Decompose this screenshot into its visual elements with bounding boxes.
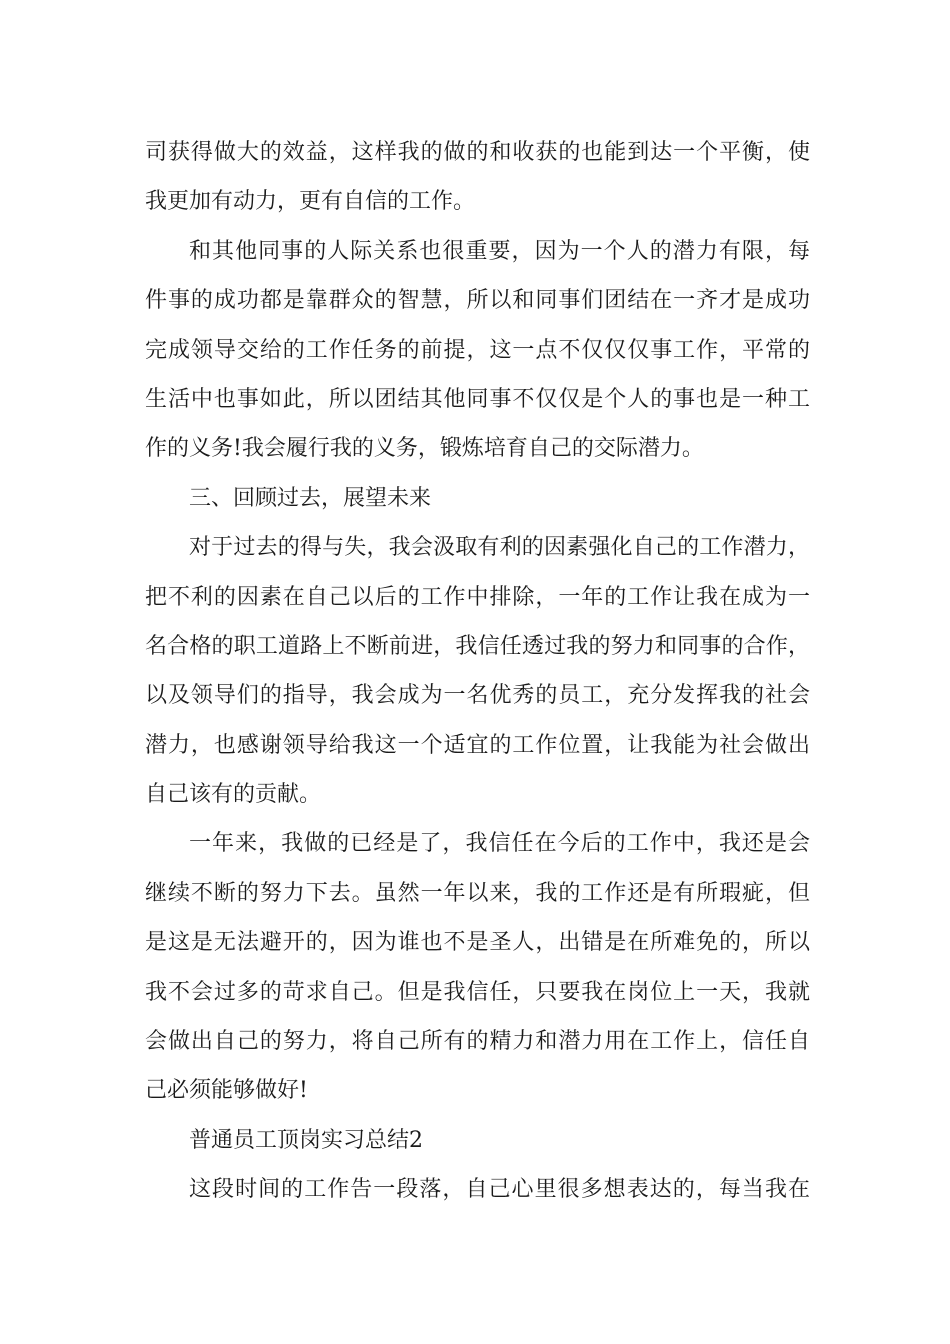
text-line: 司获得做大的效益，这样我的做的和收获的也能到达一个平衡，使 (145, 140, 810, 165)
section-heading: 普通员工顶岗实习总结2 (189, 1127, 423, 1153)
text-line: 生活中也事如此，所以团结其他同事不仅仅是个人的事也是一种工 (145, 386, 810, 412)
text-line: 我更加有动力，更有自信的工作。 (145, 189, 476, 215)
paragraph-start-line: 一年来，我做的已经是了，我信任在今后的工作中，我还是会 (189, 831, 810, 857)
document-body (145, 128, 810, 1215)
paragraph-start-line: 这段时间的工作告一段落，自己心里很多想表达的，每当我在 (189, 1177, 810, 1203)
text-line: 完成领导交给的工作任务的前提，这一点不仅仅仅事工作，平常的 (145, 337, 810, 363)
text-line: 会做出自己的努力，将自己所有的精力和潜力用在工作上，信任自 (145, 1029, 810, 1055)
text-line: 潜力，也感谢领导给我这一个适宜的工作位置，让我能为社会做出 (145, 732, 810, 758)
paragraph-start-line: 和其他同事的人际关系也很重要，因为一个人的潜力有限，每 (189, 238, 810, 264)
text-line: 自己该有的贡献。 (145, 782, 322, 808)
text-line: 以及领导们的指导，我会成为一名优秀的员工，充分发挥我的社会 (145, 683, 810, 709)
text-line: 件事的成功都是靠群众的智慧，所以和同事们团结在一齐才是成功 (145, 288, 810, 314)
text-line: 名合格的职工道路上不断前进，我信任透过我的努力和同事的合作， (145, 633, 810, 659)
text-line: 己必须能够做好! (145, 1078, 308, 1104)
paragraph-start-line: 对于过去的得与失，我会汲取有利的因素强化自己的工作潜力， (189, 535, 810, 561)
text-line: 把不利的因素在自己以后的工作中排除，一年的工作让我在成为一 (145, 584, 810, 610)
text-line: 继续不断的努力下去。虽然一年以来，我的工作还是有所瑕疵，但 (145, 880, 810, 906)
text-line: 是这是无法避开的，因为谁也不是圣人，出错是在所难免的，所以 (145, 930, 810, 956)
text-line: 作的义务!我会履行我的义务，锻炼培育自己的交际潜力。 (145, 436, 704, 462)
text-line: 我不会过多的苛求自己。但是我信任，只要我在岗位上一天，我就 (145, 979, 810, 1005)
section-heading: 三、回顾过去，展望未来 (189, 485, 432, 511)
